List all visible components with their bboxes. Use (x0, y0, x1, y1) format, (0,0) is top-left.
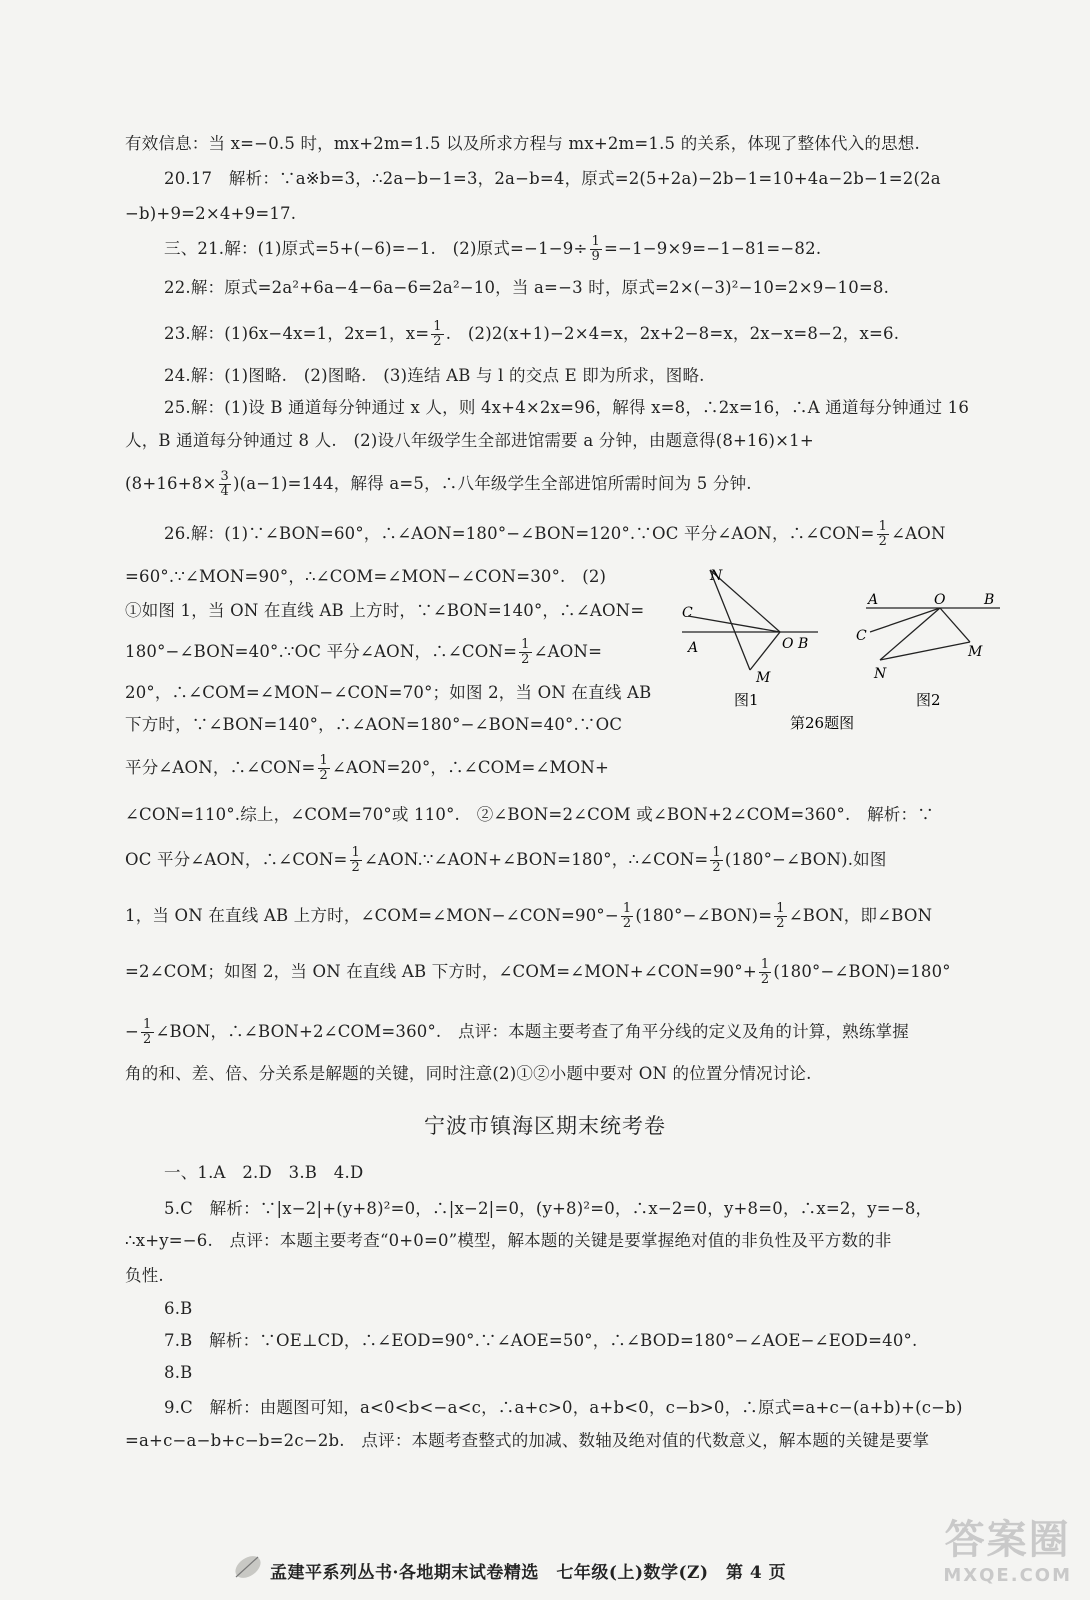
label-n: N (710, 568, 723, 584)
figure-1-label: 图1 (734, 691, 759, 709)
fraction: $\frac{1}{2}$ (351, 845, 361, 875)
label-a: A (868, 592, 879, 608)
fraction: $\frac{1}{2}$ (712, 845, 721, 875)
segment-nm (880, 642, 970, 660)
text-line: − $\frac{1}{2}$ ∠BON，∴∠BON+2∠COM=360°. 点评：本题主要考查了角平分线的定义及角的计算，熟练掌握 (125, 1017, 909, 1047)
fraction: $\frac{1}{2}$ (521, 637, 530, 667)
figure-2-label: 图2 (916, 691, 941, 709)
text-line: =60°.∵∠MON=90°，∴∠COM=∠MON−∠CON=30°. (2) (125, 567, 607, 586)
text-line: −b)+9=2×4+9=17. (125, 204, 297, 223)
text-line: 负性. (125, 1266, 164, 1285)
fraction: $\frac{1}{2}$ (878, 519, 888, 549)
text-line: (8+16+8× $\frac{3}{4}$ )(a−1)=144，解得 a=5，∴八年级学生全部进馆所需时间为 5 分钟. (125, 469, 752, 499)
text-line: 6.B (164, 1299, 193, 1318)
text-line: 9.C 解析：由题图可知，a<0<b<−a<c，∴a+c>0，a+b<0，c−b>0，∴原式=a+c−(a+b)+(c−b) (164, 1398, 963, 1417)
label-a: A (688, 640, 699, 656)
text-line: ∴x+y=−6. 点评：本题主要考查“0+0=0”模型，解本题的关键是要掌握绝对值的非负性及平方数的非 (125, 1231, 892, 1250)
footer: 孟建平系列丛书·各地期末试卷精选 七年级(上)数学(Z) 第 4 页 (270, 1563, 787, 1583)
figure-1 (682, 570, 818, 670)
label-o: O (934, 592, 946, 608)
text-line: ①如图 1，当 ON 在直线 AB 上方时，∵∠BON=140°，∴∠AON= (125, 601, 645, 620)
text-line: 一、1.A 2.D 3.B 4.D (164, 1163, 364, 1182)
text-line: ∠CON=110°.综上，∠COM=70°或 110°. ②∠BON=2∠COM 或∠BON+2∠COM=360°. 解析：∵ (125, 805, 934, 824)
text-line: 7.B 解析：∵OE⊥CD，∴∠EOD=90°.∵∠AOE=50°，∴∠BOD=180°−∠AOE−∠EOD=40°. (164, 1331, 918, 1350)
text-line: 人，B 通道每分钟通过 8 人. (2)设八年级学生全部进馆需要 a 分钟，由题意得(8+16)×1+ (125, 431, 814, 450)
watermark (943, 1508, 1072, 1586)
label-b: B (984, 592, 995, 608)
text-line: 180°−∠BON=40°.∵OC 平分∠AON，∴∠CON= $\frac{1}{2}$ ∠AON= (125, 637, 603, 667)
text-line: 有效信息：当 x=−0.5 时，mx+2m=1.5 以及所求方程与 mx+2m=1.5 的关系，体现了整体代入的思想. (125, 134, 920, 153)
fraction: $\frac{1}{2}$ (319, 753, 329, 783)
text-line: 三、21.解：(1)原式=5+(−6)=−1. (2)原式=−1−9÷ $\frac{1}{9}$ =−1−9×9=−1−81=−82. (164, 234, 822, 264)
text-line: =2∠COM；如图 2，当 ON 在直线 AB 下方时，∠COM=∠MON+∠CON=90°+ $\frac{1}{2}$ (180°−∠BON)=180° (125, 957, 951, 987)
label-n: N (874, 666, 887, 682)
text-line: 平分∠AON，∴∠CON= $\frac{1}{2}$ ∠AON=20°，∴∠COM=∠MON+ (125, 753, 610, 783)
text-line: 22.解：原式=2a²+6a−4−6a−6=2a²−10，当 a=−3 时，原式=2×(−3)²−10=2×9−10=8. (164, 278, 890, 297)
fraction: $\frac{1}{2}$ (143, 1017, 152, 1047)
fraction: $\frac{1}{2}$ (776, 901, 785, 931)
label-m: M (968, 644, 983, 660)
text-line: 下方时，∵∠BON=140°，∴∠AON=180°−∠BON=40°.∵OC (125, 715, 623, 734)
text-line: 1，当 ON 在直线 AB 上方时，∠COM=∠MON−∠CON=90°− $\frac{1}{2}$ (180°−∠BON)= $\frac{1}{2}$ ∠BON，即∠BON (125, 901, 933, 931)
figure-caption: 第26题图 (790, 714, 855, 732)
segment-nm (710, 570, 750, 670)
text-line: OC 平分∠AON，∴∠CON= $\frac{1}{2}$ ∠AON.∵∠AON+∠BON=180°，∴∠CON= $\frac{1}{2}$ (180°−∠BON).如图 (125, 845, 887, 875)
ray-om (940, 608, 970, 642)
leaf-logo-icon (228, 1545, 268, 1585)
text-line: 24.解：(1)图略. (2)图略. (3)连结 AB 与 l 的交点 E 即为所求，图略. (164, 366, 705, 385)
label-o: O (782, 636, 794, 652)
watermark-logo: 答案圈 (944, 1517, 1071, 1563)
text-line: 20.17 解析：∵a※b=3，∴2a−b−1=3，2a−b=4，原式=2(5+2a)−2b−1=10+4a−2b−1=2(2a (164, 169, 941, 188)
ray-oc (870, 608, 940, 632)
label-b: B (798, 636, 809, 652)
text-line: 23.解：(1)6x−4x=1，2x=1，x= $\frac{1}{2}$ . (2)2(x+1)−2×4=x，2x+2−8=x，2x−x=8−2，x=6. (164, 319, 900, 349)
fraction: $\frac{3}{4}$ (220, 469, 229, 499)
fraction: $\frac{1}{2}$ (433, 319, 442, 349)
label-m: M (756, 670, 771, 686)
watermark-url: MXQE.COM (943, 1565, 1072, 1586)
text-line: 5.C 解析：∵|x−2|+(y+8)²=0，∴|x−2|=0，(y+8)²=0，∴x−2=0，y+8=0，∴x=2，y=−8， (164, 1199, 933, 1218)
figure-26 (670, 560, 1030, 740)
label-c: C (856, 628, 867, 644)
text-line: 8.B (164, 1363, 193, 1382)
ray-on (880, 608, 940, 660)
ray-om (750, 632, 780, 670)
text-line: 26.解：(1)∵∠BON=60°，∴∠AON=180°−∠BON=120°.∵OC 平分∠AON，∴∠CON= $\frac{1}{2}$ ∠AON (164, 519, 946, 549)
text-line: 25.解：(1)设 B 通道每分钟通过 x 人，则 4x+4×2x=96，解得 x=8，∴2x=16，∴A 通道每分钟通过 16 (164, 398, 970, 417)
text-line: 20°，∴∠COM=∠MON−∠CON=70°；如图 2，当 ON 在直线 AB (125, 683, 652, 702)
text-line: =a+c−a−b+c−b=2c−2b. 点评：本题考查整式的加减、数轴及绝对值的代数意义，解本题的关键是要掌 (125, 1431, 930, 1450)
fraction: $\frac{1}{9}$ (591, 234, 601, 264)
text-line: 角的和、差、倍、分关系是解题的关键，同时注意(2)①②小题中要对 ON 的位置分情况讨论. (125, 1064, 812, 1083)
fraction: $\frac{1}{2}$ (760, 957, 770, 987)
fraction: $\frac{1}{2}$ (622, 901, 632, 931)
section-title: 宁波市镇海区期末统考卷 (424, 1114, 666, 1138)
label-c: C (682, 605, 693, 621)
